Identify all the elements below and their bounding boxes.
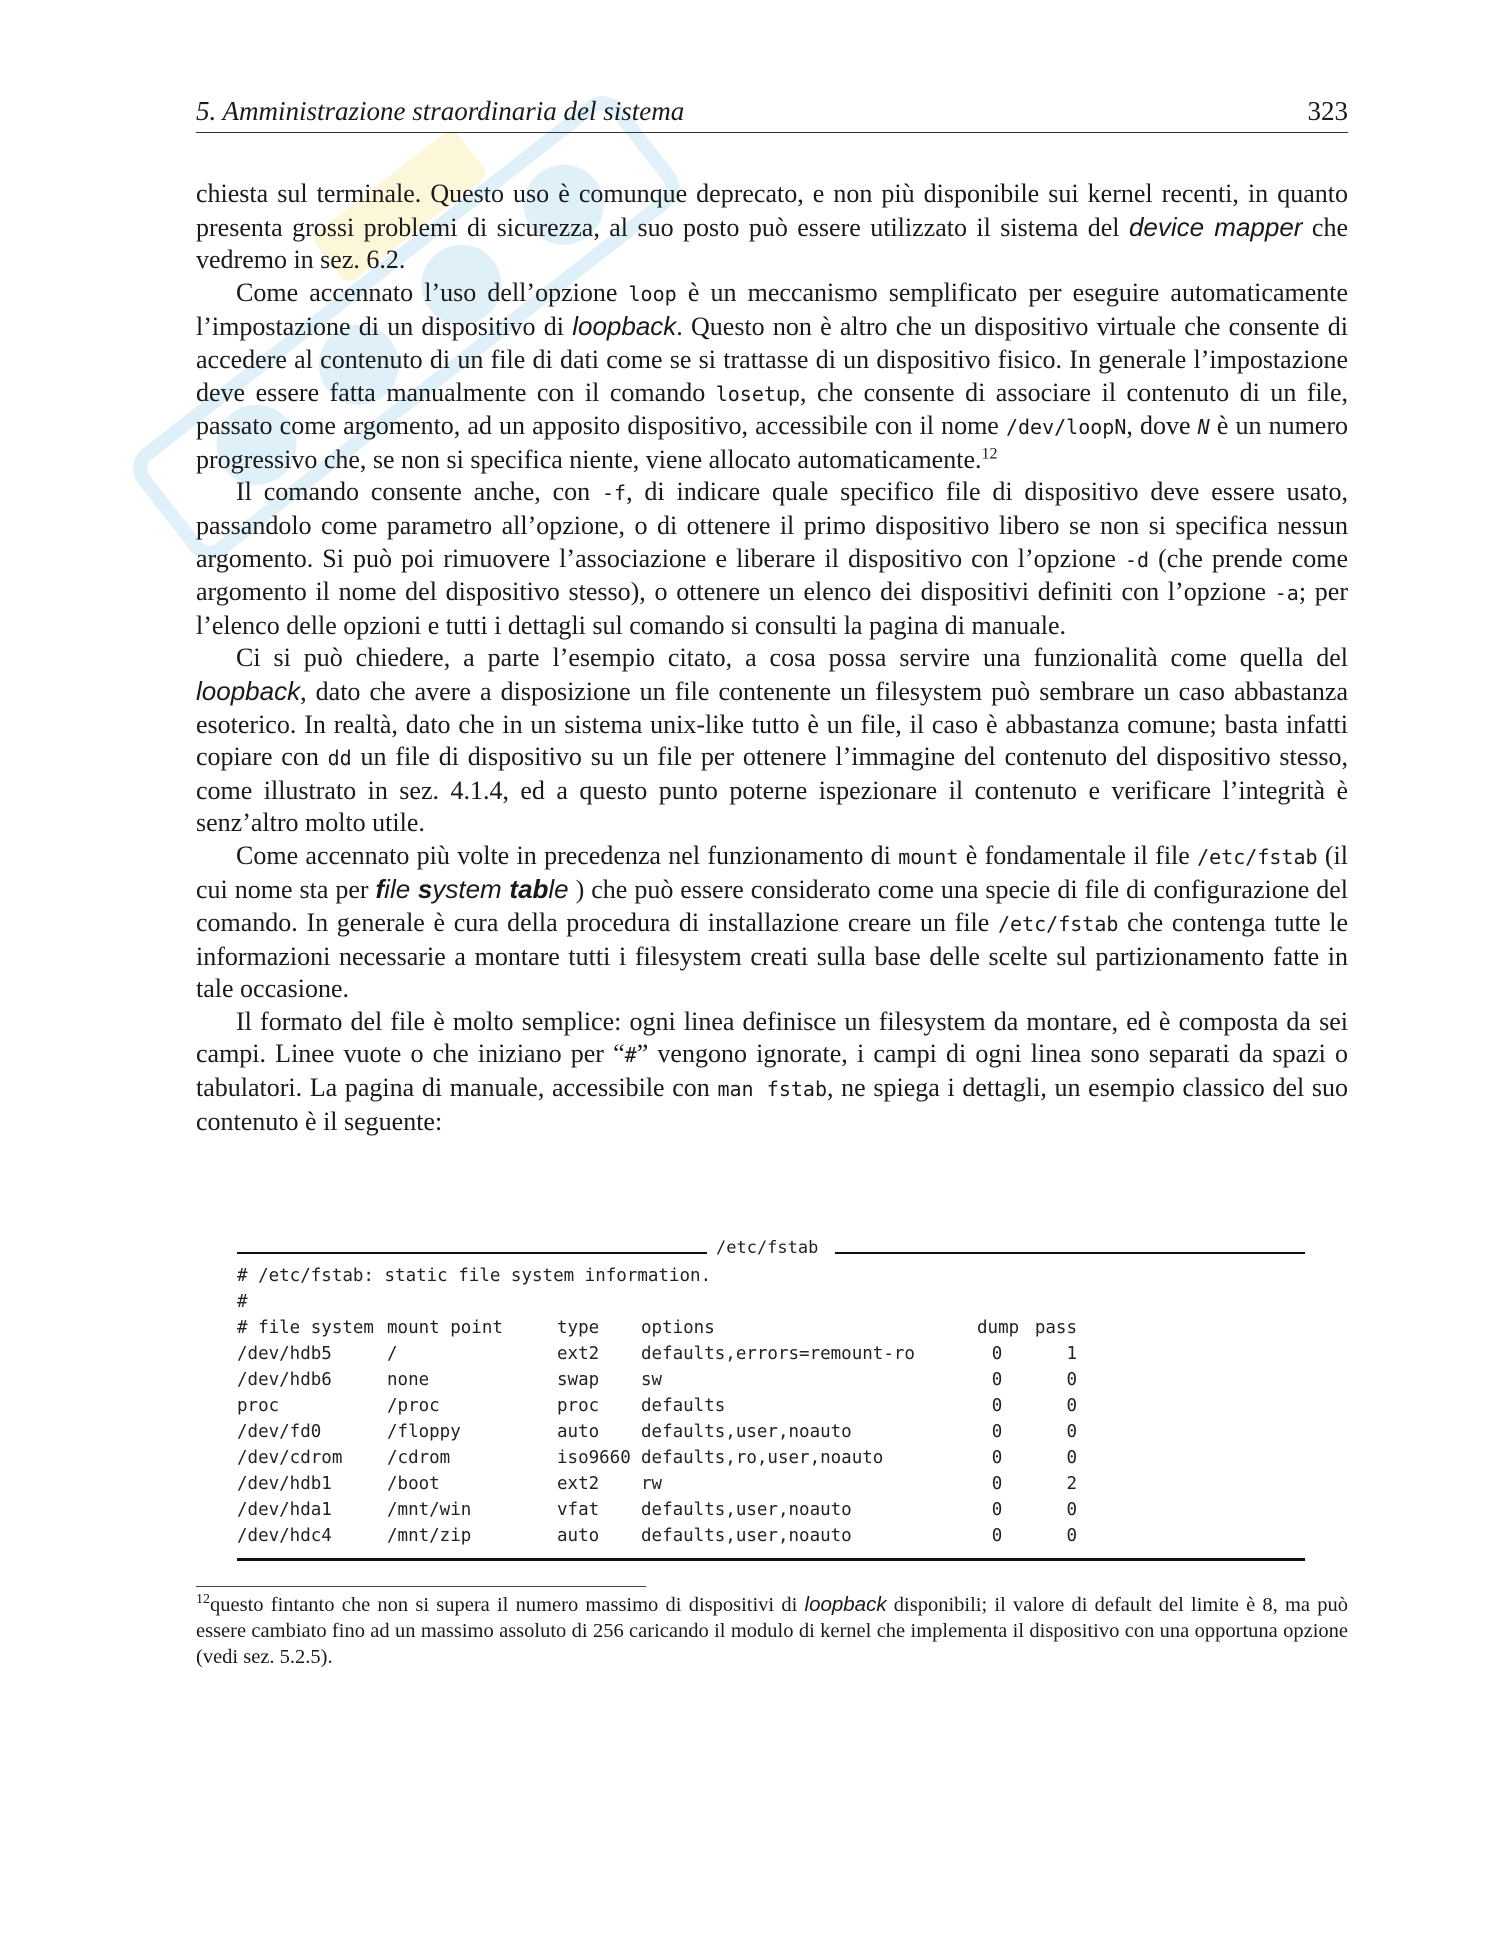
code-header-row: # file system mount point type options dump pass bbox=[237, 1318, 1077, 1338]
fstab-entry-row: proc /proc proc defaults 0 0 bbox=[237, 1396, 1077, 1416]
fstab-entry-row: /dev/hdb6 none swap sw 0 0 bbox=[237, 1370, 1077, 1390]
running-header bbox=[196, 96, 1348, 133]
paragraph-4: Ci si può chiedere, a parte l’esempio citato, a cosa possa servire una funzionalità come quella del loopback, dato che avere a disposizione un file contenente un filesystem può sembrare un caso abbastanza esoterico. In realtà, dato che in un sistema unix-like tutto è un file, il caso è abbastanza comune; basta infatti copiare con dd un file di dispositivo su un file per ottenere l’immagine del contenuto del dispositivo stesso, come illustrato in sez. 4.1.4, ed a questo punto poterne ispezionare il contenuto e verificare l’integrità è senz’altro molto utile. bbox=[196, 643, 1348, 838]
paragraph-5: Come accennato più volte in precedenza nel funzionamento di mount è fondamentale il file /etc/fstab (il cui nome sta per file system table ) che può essere considerato come una specie di file di configurazione del comando. In generale è cura della procedura di installazione creare un file /etc/fstab che contenga tutte le informazioni necessarie a montare tutti i filesystem creati sulla base delle scelte sul partizionamento fatte in tale occasione. bbox=[196, 840, 1348, 1004]
listing-rule-left bbox=[237, 1252, 707, 1254]
listing-rule-right bbox=[835, 1252, 1305, 1254]
footnote-rule bbox=[196, 1586, 646, 1587]
fstab-entry-row: /dev/hdc4 /mnt/zip auto defaults,user,noauto 0 0 bbox=[237, 1526, 1077, 1546]
fstab-entry-row: /dev/hdb1 /boot ext2 rw 0 2 bbox=[237, 1474, 1077, 1494]
paragraph-2: Come accennato l’uso dell’opzione loop è un meccanismo semplificato per eseguire automaticamente l’impostazione di un dispositivo di loopback. Questo non è altro che un dispositivo virtuale che consente di accedere al contenuto di un file di dati come se si trattasse di un dispositivo fisico. In generale l’impostazione deve essere fatta manualmente con il comando losetup, che consente di associare il contenuto di un file, passato come argomento, ad un apposito dispositivo, accessibile con il nome /dev/loopN, dove N è un numero progressivo che, se non si specifica niente, viene allocato automaticamente.$^{12}$ bbox=[196, 277, 1349, 474]
fstab-entry-row: /dev/cdrom /cdrom iso9660 defaults,ro,user,noauto 0 0 bbox=[237, 1448, 1077, 1468]
listing-title-bar bbox=[237, 1238, 1305, 1264]
body-text bbox=[196, 178, 1348, 1138]
footnote-12: $^{12}$questo fintanto che non si supera il numero massimo di dispositivi di loopback disponibili; il valore di default del limite è 8, ma può essere cambiato fino ad un massimo assoluto di 256 caricando il modulo di kernel che implementa il dispositivo con una opportuna opzione (vedi sez. 5.2.5). bbox=[196, 1592, 1348, 1668]
paragraph-6: Il formato del file è molto semplice: ogni linea definisce un filesystem da montare, ed è composta da sei campi. Linee vuote o che iniziano per “#” vengono ignorate, i campi di ogni linea sono separati da spazi o tabulatori. La pagina di manuale, accessibile con man fstab, ne spiega i dettagli, un esempio classico del suo contenuto è il seguente: bbox=[196, 1006, 1349, 1136]
chapter-title: 5. Amministrazione straordinaria del sistema bbox=[196, 96, 685, 126]
footnote-ref[interactable]: 12 bbox=[981, 445, 998, 463]
code-comment: # bbox=[237, 1292, 248, 1312]
code-comment: # /etc/fstab: static file system information. bbox=[237, 1266, 712, 1286]
fstab-listing bbox=[237, 1238, 1305, 1561]
fstab-entry-row: /dev/hdb5 / ext2 defaults,errors=remount-ro 0 1 bbox=[237, 1344, 1077, 1364]
page-number: 323 bbox=[1307, 96, 1348, 126]
paragraph-1: chiesta sul terminale. Questo uso è comunque deprecato, e non più disponibile sui kernel recenti, in quanto presenta grossi problemi di sicurezza, al suo posto può essere utilizzato il sistema del device mapper che vedremo in sez. 6.2. bbox=[196, 179, 1348, 275]
paragraph-3: Il comando consente anche, con -f, di indicare quale specifico file di dispositivo deve essere usato, passandolo come parametro all’opzione, o di ottenere il primo dispositivo libero se non si specifica nessun argomento. Si può poi rimuovere l’associazione e liberare il dispositivo con l’opzione -d (che prende come argomento il nome del dispositivo stesso), o ottenere un elenco dei dispositivi definiti con l’opzione -a; per l’elenco delle opzioni e tutti i dettagli sul comando si consulti la pagina di manuale. bbox=[196, 477, 1349, 640]
listing-filename: /etc/fstab bbox=[716, 1238, 819, 1258]
code-block bbox=[237, 1264, 1305, 1550]
fstab-entry-row: /dev/hda1 /mnt/win vfat defaults,user,noauto 0 0 bbox=[237, 1500, 1077, 1520]
fstab-entry-row: /dev/fd0 /floppy auto defaults,user,noauto 0 0 bbox=[237, 1422, 1077, 1442]
listing-bottom-rule bbox=[237, 1558, 1305, 1561]
